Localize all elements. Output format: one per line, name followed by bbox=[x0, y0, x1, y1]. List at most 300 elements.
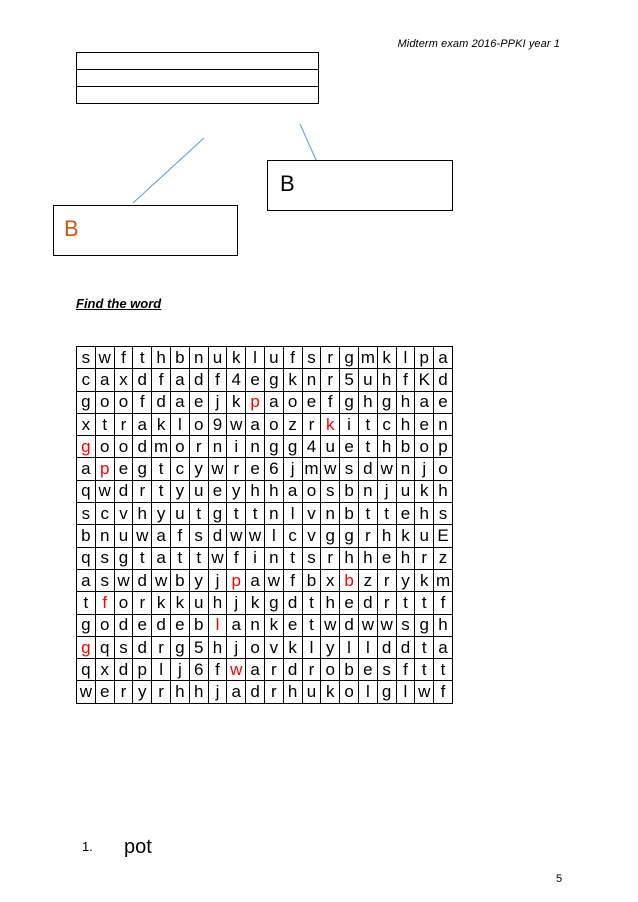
grid-cell: a bbox=[283, 480, 302, 502]
grid-cell: f bbox=[283, 347, 302, 369]
grid-cell: a bbox=[227, 614, 246, 636]
grid-cell: g bbox=[377, 391, 396, 413]
grid-cell: o bbox=[114, 436, 133, 458]
grid-cell: w bbox=[227, 413, 246, 435]
grid-cell: b bbox=[170, 569, 189, 591]
grid-cell: g bbox=[77, 614, 96, 636]
grid-cell: a bbox=[133, 413, 152, 435]
grid-cell: u bbox=[358, 369, 377, 391]
grid-cell: g bbox=[170, 636, 189, 658]
grid-cell: l bbox=[358, 636, 377, 658]
grid-row bbox=[77, 569, 453, 591]
grid-cell: k bbox=[227, 347, 246, 369]
grid-cell: r bbox=[415, 547, 434, 569]
grid-cell: m bbox=[358, 347, 377, 369]
grid-cell: h bbox=[208, 592, 227, 614]
grid-cell: d bbox=[114, 614, 133, 636]
grid-cell: k bbox=[415, 480, 434, 502]
grid-cell: e bbox=[283, 614, 302, 636]
grid-cell: g bbox=[133, 458, 152, 480]
grid-cell: u bbox=[302, 681, 321, 703]
grid-cell: d bbox=[283, 592, 302, 614]
grid-cell: w bbox=[95, 480, 114, 502]
grid-row bbox=[77, 369, 453, 391]
grid-cell: e bbox=[170, 614, 189, 636]
grid-cell: n bbox=[358, 480, 377, 502]
grid-cell: y bbox=[133, 681, 152, 703]
grid-cell: g bbox=[77, 636, 96, 658]
grid-cell: z bbox=[283, 413, 302, 435]
grid-cell: l bbox=[396, 347, 415, 369]
grid-cell: r bbox=[152, 636, 171, 658]
grid-cell: w bbox=[415, 681, 434, 703]
grid-cell: w bbox=[152, 569, 171, 591]
grid-cell: e bbox=[340, 592, 359, 614]
grid-cell: o bbox=[189, 413, 208, 435]
grid-cell: 4 bbox=[302, 436, 321, 458]
grid-cell: d bbox=[152, 614, 171, 636]
grid-cell: l bbox=[340, 636, 359, 658]
grid-cell: t bbox=[358, 413, 377, 435]
grid-cell: r bbox=[227, 458, 246, 480]
grid-cell: g bbox=[77, 436, 96, 458]
grid-cell: o bbox=[95, 436, 114, 458]
grid-cell: v bbox=[264, 636, 283, 658]
grid-cell: e bbox=[246, 369, 265, 391]
grid-cell: s bbox=[114, 636, 133, 658]
grid-cell: n bbox=[321, 503, 340, 525]
label-box-left bbox=[53, 205, 238, 256]
grid-cell: t bbox=[133, 547, 152, 569]
grid-cell: o bbox=[246, 636, 265, 658]
grid-cell: m bbox=[152, 436, 171, 458]
grid-cell: b bbox=[77, 525, 96, 547]
label-box-right-text: B bbox=[280, 171, 295, 196]
grid-cell: h bbox=[396, 547, 415, 569]
grid-cell: e bbox=[358, 659, 377, 681]
grid-cell: e bbox=[189, 391, 208, 413]
grid-cell: b bbox=[340, 569, 359, 591]
grid-cell: f bbox=[434, 681, 453, 703]
grid-cell: j bbox=[283, 458, 302, 480]
grid-cell: t bbox=[377, 503, 396, 525]
label-box-left-text: B bbox=[64, 216, 79, 241]
grid-cell: q bbox=[95, 636, 114, 658]
grid-cell: g bbox=[114, 547, 133, 569]
grid-cell: f bbox=[283, 569, 302, 591]
grid-cell: a bbox=[95, 369, 114, 391]
grid-cell: h bbox=[208, 636, 227, 658]
grid-cell: j bbox=[415, 458, 434, 480]
grid-cell: t bbox=[152, 480, 171, 502]
grid-cell: d bbox=[133, 636, 152, 658]
grid-cell: x bbox=[321, 569, 340, 591]
grid-cell: j bbox=[170, 659, 189, 681]
grid-cell: j bbox=[377, 480, 396, 502]
grid-cell: t bbox=[77, 592, 96, 614]
grid-cell: f bbox=[95, 592, 114, 614]
grid-cell: c bbox=[170, 458, 189, 480]
grid-cell: d bbox=[434, 369, 453, 391]
grid-cell: o bbox=[434, 458, 453, 480]
grid-cell: o bbox=[95, 391, 114, 413]
grid-cell: g bbox=[340, 347, 359, 369]
grid-cell: h bbox=[377, 369, 396, 391]
grid-cell: b bbox=[340, 659, 359, 681]
grid-cell: l bbox=[170, 413, 189, 435]
grid-cell: p bbox=[227, 569, 246, 591]
grid-cell: h bbox=[340, 547, 359, 569]
grid-cell: s bbox=[396, 614, 415, 636]
grid-cell: g bbox=[321, 525, 340, 547]
grid-cell: b bbox=[189, 614, 208, 636]
grid-row bbox=[77, 436, 453, 458]
grid-row bbox=[77, 614, 453, 636]
grid-cell: w bbox=[377, 614, 396, 636]
grid-cell: i bbox=[340, 413, 359, 435]
grid-cell: f bbox=[434, 592, 453, 614]
grid-cell: i bbox=[246, 547, 265, 569]
grid-cell: x bbox=[77, 413, 96, 435]
grid-cell: g bbox=[264, 369, 283, 391]
grid-cell: u bbox=[415, 525, 434, 547]
grid-row bbox=[77, 547, 453, 569]
grid-cell: t bbox=[434, 659, 453, 681]
grid-cell: t bbox=[302, 592, 321, 614]
grid-cell: x bbox=[95, 659, 114, 681]
grid-cell: f bbox=[396, 369, 415, 391]
grid-cell: d bbox=[340, 614, 359, 636]
grid-cell: n bbox=[264, 547, 283, 569]
grid-cell: a bbox=[152, 547, 171, 569]
grid-cell: o bbox=[264, 413, 283, 435]
grid-cell: r bbox=[302, 413, 321, 435]
grid-cell: n bbox=[208, 436, 227, 458]
grid-cell: j bbox=[208, 681, 227, 703]
grid-cell: q bbox=[77, 659, 96, 681]
grid-cell: y bbox=[227, 480, 246, 502]
grid-cell: z bbox=[358, 569, 377, 591]
grid-row bbox=[77, 347, 453, 369]
grid-cell: f bbox=[227, 547, 246, 569]
grid-cell: o bbox=[283, 391, 302, 413]
grid-cell: k bbox=[152, 592, 171, 614]
grid-cell: K bbox=[415, 369, 434, 391]
grid-cell: u bbox=[264, 347, 283, 369]
grid-cell: t bbox=[227, 503, 246, 525]
grid-cell: k bbox=[283, 636, 302, 658]
grid-cell: c bbox=[283, 525, 302, 547]
grid-cell: g bbox=[340, 525, 359, 547]
grid-cell: d bbox=[114, 659, 133, 681]
grid-cell: o bbox=[114, 391, 133, 413]
word-search-grid bbox=[76, 346, 453, 704]
grid-cell: r bbox=[321, 547, 340, 569]
grid-row bbox=[77, 413, 453, 435]
grid-cell: y bbox=[321, 636, 340, 658]
grid-cell: f bbox=[208, 659, 227, 681]
section-title: Find the word bbox=[76, 296, 162, 311]
grid-cell: k bbox=[321, 681, 340, 703]
grid-cell: t bbox=[302, 614, 321, 636]
grid-cell: 6 bbox=[189, 659, 208, 681]
grid-cell: k bbox=[152, 413, 171, 435]
grid-cell: w bbox=[114, 569, 133, 591]
grid-cell: n bbox=[302, 369, 321, 391]
grid-cell: f bbox=[321, 391, 340, 413]
grid-cell: k bbox=[264, 614, 283, 636]
grid-cell: g bbox=[208, 503, 227, 525]
grid-cell: m bbox=[302, 458, 321, 480]
grid-cell: h bbox=[377, 436, 396, 458]
grid-cell: b bbox=[396, 436, 415, 458]
grid-row bbox=[77, 636, 453, 658]
grid-cell: q bbox=[77, 547, 96, 569]
grid-cell: t bbox=[358, 436, 377, 458]
grid-cell: o bbox=[415, 436, 434, 458]
grid-cell: p bbox=[246, 391, 265, 413]
grid-cell: h bbox=[283, 681, 302, 703]
grid-cell: l bbox=[208, 614, 227, 636]
grid-row bbox=[77, 503, 453, 525]
grid-row bbox=[77, 592, 453, 614]
grid-cell: h bbox=[434, 614, 453, 636]
grid-cell: j bbox=[227, 636, 246, 658]
grid-cell: y bbox=[170, 480, 189, 502]
grid-cell: j bbox=[208, 569, 227, 591]
grid-cell: h bbox=[152, 347, 171, 369]
grid-cell: w bbox=[77, 681, 96, 703]
grid-cell: r bbox=[152, 681, 171, 703]
grid-cell: r bbox=[133, 592, 152, 614]
grid-cell: r bbox=[321, 347, 340, 369]
grid-cell: c bbox=[377, 413, 396, 435]
grid-cell: a bbox=[434, 636, 453, 658]
grid-cell: l bbox=[358, 681, 377, 703]
grid-cell: a bbox=[434, 347, 453, 369]
grid-cell: h bbox=[358, 547, 377, 569]
grid-cell: e bbox=[302, 391, 321, 413]
grid-cell: a bbox=[415, 391, 434, 413]
grid-cell: d bbox=[208, 525, 227, 547]
grid-cell: o bbox=[95, 614, 114, 636]
grid-cell: n bbox=[95, 525, 114, 547]
grid-cell: f bbox=[152, 369, 171, 391]
grid-cell: s bbox=[302, 547, 321, 569]
grid-cell: h bbox=[133, 503, 152, 525]
grid-row bbox=[77, 659, 453, 681]
grid-cell: u bbox=[189, 592, 208, 614]
grid-cell: o bbox=[302, 480, 321, 502]
grid-cell: t bbox=[170, 547, 189, 569]
grid-cell: a bbox=[246, 659, 265, 681]
grid-cell: e bbox=[114, 458, 133, 480]
grid-cell: l bbox=[264, 525, 283, 547]
grid-cell: e bbox=[95, 681, 114, 703]
grid-cell: t bbox=[415, 659, 434, 681]
grid-cell: u bbox=[321, 436, 340, 458]
grid-cell: v bbox=[114, 503, 133, 525]
grid-cell: d bbox=[114, 480, 133, 502]
grid-cell: u bbox=[114, 525, 133, 547]
grid-cell: g bbox=[283, 436, 302, 458]
grid-cell: b bbox=[340, 480, 359, 502]
grid-cell: w bbox=[246, 525, 265, 547]
grid-cell: o bbox=[170, 436, 189, 458]
grid-cell: k bbox=[415, 569, 434, 591]
grid-cell: w bbox=[377, 458, 396, 480]
grid-cell: k bbox=[227, 391, 246, 413]
grid-row bbox=[77, 458, 453, 480]
grid-cell: k bbox=[396, 525, 415, 547]
grid-cell: o bbox=[114, 592, 133, 614]
grid-cell: t bbox=[95, 413, 114, 435]
top-table-row bbox=[77, 53, 319, 70]
grid-cell: E bbox=[434, 525, 453, 547]
grid-cell: d bbox=[133, 569, 152, 591]
grid-cell: g bbox=[77, 391, 96, 413]
grid-cell: s bbox=[77, 347, 96, 369]
grid-cell: k bbox=[170, 592, 189, 614]
grid-cell: r bbox=[114, 413, 133, 435]
grid-cell: e bbox=[208, 480, 227, 502]
connector-line-left bbox=[133, 138, 204, 203]
grid-cell: r bbox=[358, 525, 377, 547]
question-number: 1. bbox=[82, 839, 93, 854]
grid-row bbox=[77, 480, 453, 502]
grid-cell: r bbox=[189, 436, 208, 458]
grid-cell: f bbox=[114, 347, 133, 369]
grid-cell: o bbox=[340, 681, 359, 703]
grid-cell: d bbox=[377, 636, 396, 658]
connector-line-right bbox=[300, 124, 316, 160]
grid-cell: h bbox=[189, 681, 208, 703]
grid-cell: u bbox=[396, 480, 415, 502]
grid-cell: 5 bbox=[340, 369, 359, 391]
grid-cell: p bbox=[95, 458, 114, 480]
grid-cell: s bbox=[95, 569, 114, 591]
grid-cell: h bbox=[396, 391, 415, 413]
grid-cell: g bbox=[264, 436, 283, 458]
grid-cell: d bbox=[133, 436, 152, 458]
grid-cell: w bbox=[208, 458, 227, 480]
grid-cell: z bbox=[434, 547, 453, 569]
grid-cell: s bbox=[95, 547, 114, 569]
grid-cell: u bbox=[208, 347, 227, 369]
grid-cell: r bbox=[377, 592, 396, 614]
grid-cell: s bbox=[189, 525, 208, 547]
grid-cell: u bbox=[189, 480, 208, 502]
grid-cell: s bbox=[377, 659, 396, 681]
grid-cell: d bbox=[246, 681, 265, 703]
grid-cell: b bbox=[302, 569, 321, 591]
grid-cell: p bbox=[415, 347, 434, 369]
grid-cell: g bbox=[264, 592, 283, 614]
grid-cell: h bbox=[434, 480, 453, 502]
grid-cell: l bbox=[152, 659, 171, 681]
grid-cell: r bbox=[302, 659, 321, 681]
grid-cell: s bbox=[321, 480, 340, 502]
grid-cell: 4 bbox=[227, 369, 246, 391]
grid-cell: w bbox=[264, 569, 283, 591]
grid-cell: w bbox=[227, 659, 246, 681]
grid-cell: 5 bbox=[189, 636, 208, 658]
grid-cell: 6 bbox=[264, 458, 283, 480]
grid-cell: y bbox=[189, 458, 208, 480]
grid-cell: c bbox=[95, 503, 114, 525]
grid-cell: h bbox=[358, 391, 377, 413]
grid-cell: h bbox=[264, 480, 283, 502]
grid-cell: u bbox=[170, 503, 189, 525]
grid-cell: d bbox=[396, 636, 415, 658]
grid-cell: k bbox=[377, 347, 396, 369]
top-label-table bbox=[76, 52, 319, 104]
grid-cell: b bbox=[170, 347, 189, 369]
grid-cell: 9 bbox=[208, 413, 227, 435]
question-item bbox=[82, 836, 152, 859]
grid-cell: w bbox=[358, 614, 377, 636]
label-box-right bbox=[267, 160, 453, 211]
grid-cell: m bbox=[434, 569, 453, 591]
grid-row bbox=[77, 525, 453, 547]
grid-row bbox=[77, 681, 453, 703]
grid-cell: r bbox=[264, 681, 283, 703]
grid-cell: a bbox=[170, 391, 189, 413]
grid-cell: w bbox=[133, 525, 152, 547]
grid-cell: d bbox=[189, 369, 208, 391]
grid-cell: t bbox=[189, 503, 208, 525]
grid-cell: q bbox=[77, 480, 96, 502]
grid-cell: g bbox=[415, 614, 434, 636]
top-table-row bbox=[77, 70, 319, 87]
grid-row bbox=[77, 391, 453, 413]
grid-cell: w bbox=[321, 614, 340, 636]
grid-cell: d bbox=[358, 592, 377, 614]
grid-cell: h bbox=[246, 480, 265, 502]
grid-cell: t bbox=[415, 636, 434, 658]
grid-cell: a bbox=[170, 369, 189, 391]
grid-cell: k bbox=[246, 592, 265, 614]
grid-cell: f bbox=[170, 525, 189, 547]
grid-cell: c bbox=[77, 369, 96, 391]
grid-cell: w bbox=[208, 547, 227, 569]
grid-cell: p bbox=[133, 659, 152, 681]
grid-cell: d bbox=[283, 659, 302, 681]
grid-cell: l bbox=[396, 681, 415, 703]
grid-cell: x bbox=[114, 369, 133, 391]
grid-cell: w bbox=[227, 525, 246, 547]
grid-cell: t bbox=[189, 547, 208, 569]
grid-cell: s bbox=[340, 458, 359, 480]
grid-cell: t bbox=[152, 458, 171, 480]
grid-cell: h bbox=[321, 592, 340, 614]
grid-cell: l bbox=[246, 347, 265, 369]
grid-cell: p bbox=[434, 436, 453, 458]
grid-cell: w bbox=[95, 347, 114, 369]
grid-cell: a bbox=[246, 569, 265, 591]
grid-cell: n bbox=[396, 458, 415, 480]
grid-cell: f bbox=[208, 369, 227, 391]
grid-cell: t bbox=[283, 547, 302, 569]
grid-cell: r bbox=[377, 569, 396, 591]
grid-cell: v bbox=[302, 525, 321, 547]
grid-cell: t bbox=[396, 592, 415, 614]
grid-cell: r bbox=[133, 480, 152, 502]
grid-cell: t bbox=[133, 347, 152, 369]
grid-cell: e bbox=[396, 503, 415, 525]
grid-cell: o bbox=[321, 659, 340, 681]
grid-cell: t bbox=[246, 503, 265, 525]
